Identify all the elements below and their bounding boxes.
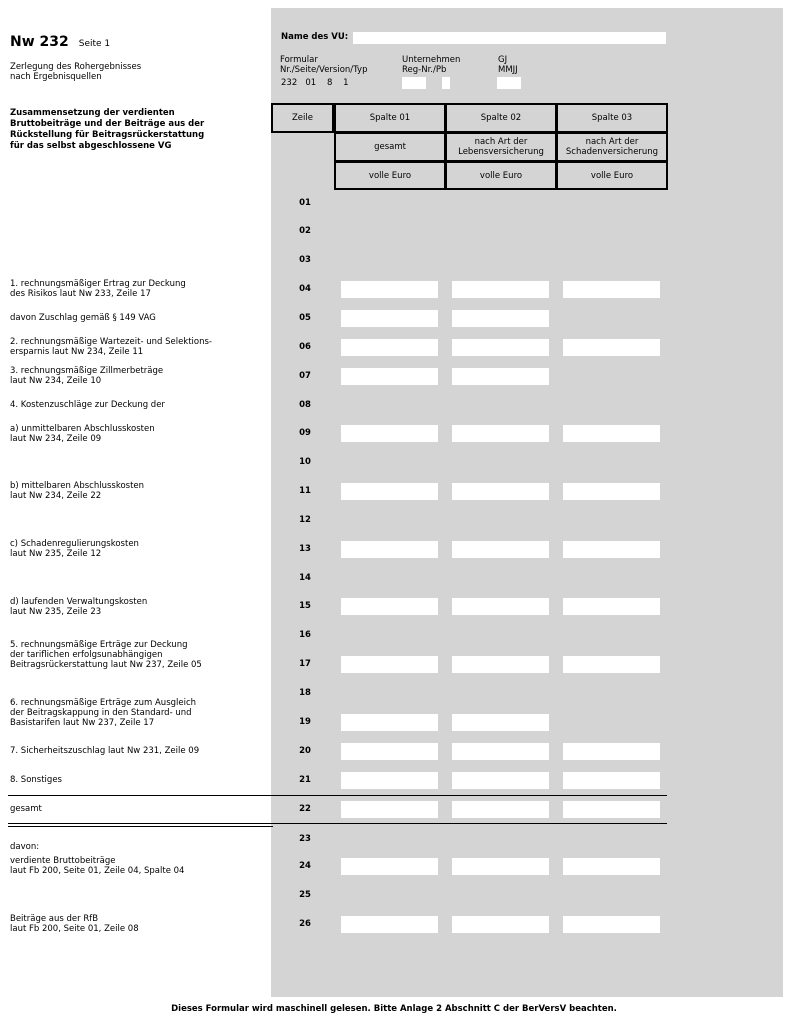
- cell-26-03[interactable]: [563, 916, 660, 933]
- cell-20-01[interactable]: [341, 743, 438, 760]
- row-number: 25: [299, 890, 311, 900]
- cell-24-02[interactable]: [452, 858, 549, 875]
- row-21-label: 8. Sonstiges: [10, 775, 62, 785]
- cell-20-03[interactable]: [563, 743, 660, 760]
- spalte-03-art: nach Art der Schadenversicherung: [556, 132, 668, 162]
- cell-19-02[interactable]: [452, 714, 549, 731]
- row-number: 21: [299, 775, 311, 785]
- reg-nr-field[interactable]: [402, 77, 426, 89]
- row-number: 04: [299, 284, 311, 294]
- row-08-label: 4. Kostenzuschläge zur Deckung der: [10, 400, 165, 410]
- formular-values: 232 01 8 1: [281, 78, 349, 88]
- row-number: 23: [299, 834, 311, 844]
- row-number: 19: [299, 717, 311, 727]
- cell-17-01[interactable]: [341, 656, 438, 673]
- row-05-label: davon Zuschlag gemäß § 149 VAG: [10, 313, 156, 323]
- row-number: 13: [299, 544, 311, 554]
- cell-09-03[interactable]: [563, 425, 660, 442]
- spalte-02-art: nach Art der Lebensversicherung: [445, 132, 557, 162]
- cell-19-01[interactable]: [341, 714, 438, 731]
- cell-11-02[interactable]: [452, 483, 549, 500]
- cell-26-01[interactable]: [341, 916, 438, 933]
- row-11-label: b) mittelbaren Abschlusskosten laut Nw 234, Zeile 22: [10, 481, 145, 501]
- row-04-label: 1. rechnungsmäßiger Ertrag zur Deckung des Risikos laut Nw 233, Zeile 17: [10, 279, 186, 299]
- row-20-label: 7. Sicherheitszuschlag laut Nw 231, Zeile 09: [10, 746, 200, 756]
- row-number: 05: [299, 313, 311, 323]
- cell-06-03[interactable]: [563, 339, 660, 356]
- row-number: 01: [299, 198, 311, 208]
- row-number: 18: [299, 688, 311, 698]
- cell-22-02[interactable]: [452, 801, 549, 818]
- cell-04-02[interactable]: [452, 281, 549, 298]
- cell-07-02[interactable]: [452, 368, 549, 385]
- row-number: 06: [299, 342, 311, 352]
- form-code: Nw 232 Seite 1: [10, 34, 111, 50]
- cell-24-03[interactable]: [563, 858, 660, 875]
- zeile-header: Zeile: [271, 103, 334, 133]
- cell-13-02[interactable]: [452, 541, 549, 558]
- spalte-01-header: Spalte 01: [334, 103, 446, 133]
- formular-label: Formular Nr./Seite/Version/Typ: [280, 55, 368, 75]
- spalte-03-unit: volle Euro: [556, 161, 668, 190]
- cell-15-03[interactable]: [563, 598, 660, 615]
- cell-15-02[interactable]: [452, 598, 549, 615]
- cell-05-01[interactable]: [341, 310, 438, 327]
- row-15-label: d) laufenden Verwaltungskosten laut Nw 235, Zeile 23: [10, 597, 148, 617]
- vu-name-field[interactable]: [353, 32, 666, 44]
- cell-15-01[interactable]: [341, 598, 438, 615]
- spalte-01-unit: volle Euro: [334, 161, 446, 190]
- form-page: Seite 1: [78, 39, 111, 49]
- row-number: 26: [299, 919, 311, 929]
- row-number: 12: [299, 515, 311, 525]
- row-number: 16: [299, 630, 311, 640]
- row-number: 20: [299, 746, 311, 756]
- row-19-label: 6. rechnungsmäßige Erträge zum Ausgleich der Beitragskappung in den Standard- und Basistarifen laut Nw 237, Zeile 17: [10, 698, 197, 728]
- cell-20-02[interactable]: [452, 743, 549, 760]
- cell-22-01[interactable]: [341, 801, 438, 818]
- cell-11-01[interactable]: [341, 483, 438, 500]
- form-subtitle: Zerlegung des Rohergebnisses nach Ergebnisquellen: [10, 62, 142, 82]
- cell-26-02[interactable]: [452, 916, 549, 933]
- row-number: 11: [299, 486, 311, 496]
- row-number: 22: [299, 804, 311, 814]
- cell-09-01[interactable]: [341, 425, 438, 442]
- spalte-02-header: Spalte 02: [445, 103, 557, 133]
- row-17-label: 5. rechnungsmäßige Erträge zur Deckung der tariflichen erfolgsunabhängigen Beitragsrückerstattung laut Nw 237, Zeile 05: [10, 640, 202, 670]
- davon-label: davon:: [10, 842, 40, 852]
- unternehmen-label: Unternehmen Reg-Nr./Pb: [402, 55, 461, 75]
- row-number: 24: [299, 861, 311, 871]
- row-number: 15: [299, 601, 311, 611]
- cell-17-03[interactable]: [563, 656, 660, 673]
- row-number: 14: [299, 573, 311, 583]
- cell-13-03[interactable]: [563, 541, 660, 558]
- pb-field[interactable]: [442, 77, 450, 89]
- section-title: Zusammensetzung der verdienten Bruttobeiträge und der Beiträge aus der Rückstellung für Beitragsrückerstattung für das selbst abgeschlossene VG: [10, 108, 205, 151]
- row-07-label: 3. rechnungsmäßige Zillmerbeträge laut Nw 234, Zeile 10: [10, 366, 164, 386]
- cell-11-03[interactable]: [563, 483, 660, 500]
- spalte-02-unit: volle Euro: [445, 161, 557, 190]
- row-number: 03: [299, 255, 311, 265]
- cell-06-01[interactable]: [341, 339, 438, 356]
- row-number: 10: [299, 457, 311, 467]
- row-13-label: c) Schadenregulierungskosten laut Nw 235, Zeile 12: [10, 539, 139, 559]
- spalte-01-art: gesamt: [334, 132, 446, 162]
- cell-04-01[interactable]: [341, 281, 438, 298]
- vu-name-label: Name des VU:: [281, 32, 349, 42]
- cell-21-03[interactable]: [563, 772, 660, 789]
- cell-21-01[interactable]: [341, 772, 438, 789]
- cell-09-02[interactable]: [452, 425, 549, 442]
- row-09-label: a) unmittelbaren Abschlusskosten laut Nw 234, Zeile 09: [10, 424, 155, 444]
- row-number: 02: [299, 226, 311, 236]
- cell-05-02[interactable]: [452, 310, 549, 327]
- separator-line: [8, 823, 667, 824]
- gj-field[interactable]: [497, 77, 521, 89]
- row-number: 17: [299, 659, 311, 669]
- row-26-label: Beiträge aus der RfB laut Fb 200, Seite 01, Zeile 08: [10, 914, 139, 934]
- gj-label: GJ MMJJ: [498, 55, 518, 75]
- row-number: 08: [299, 400, 311, 410]
- row-22-label: gesamt: [10, 804, 42, 814]
- row-number: 09: [299, 428, 311, 438]
- cell-04-03[interactable]: [563, 281, 660, 298]
- separator-line: [8, 826, 273, 827]
- row-number: 07: [299, 371, 311, 381]
- separator-line: [8, 795, 667, 796]
- cell-21-02[interactable]: [452, 772, 549, 789]
- cell-13-01[interactable]: [341, 541, 438, 558]
- footer-note: Dieses Formular wird maschinell gelesen. Bitte Anlage 2 Abschnitt C der BerVersV beachten.: [171, 1004, 617, 1014]
- cell-22-03[interactable]: [563, 801, 660, 818]
- cell-24-01[interactable]: [341, 858, 438, 875]
- cell-17-02[interactable]: [452, 656, 549, 673]
- spalte-03-header: Spalte 03: [556, 103, 668, 133]
- cell-06-02[interactable]: [452, 339, 549, 356]
- cell-07-01[interactable]: [341, 368, 438, 385]
- row-24-label: verdiente Bruttobeiträge laut Fb 200, Seite 01, Zeile 04, Spalte 04: [10, 856, 185, 876]
- row-06-label: 2. rechnungsmäßige Wartezeit- und Selektions- ersparnis laut Nw 234, Zeile 11: [10, 337, 212, 357]
